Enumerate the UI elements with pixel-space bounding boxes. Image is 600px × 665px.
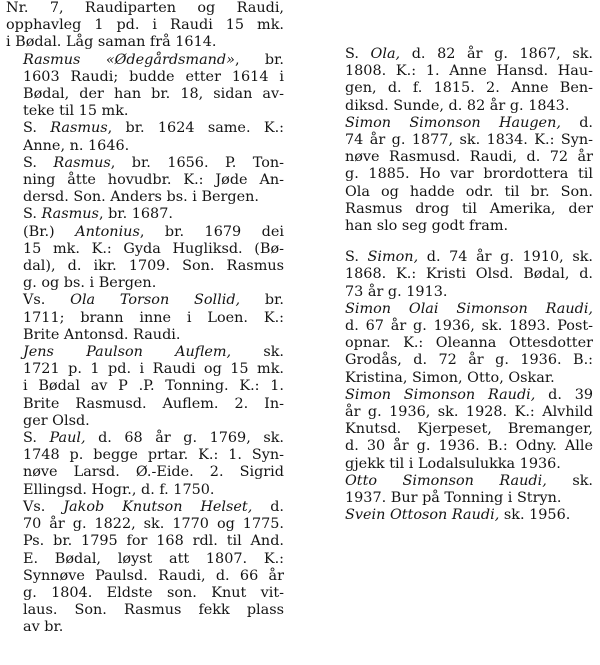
text-line xyxy=(6,224,284,241)
text-segment: gjekk til i Lodalsulukka 1936. xyxy=(345,455,561,472)
entry-ola-sollid xyxy=(6,292,284,344)
text-segment: br. xyxy=(240,292,284,309)
text-line xyxy=(6,241,284,258)
text-segment: 73 år g. 1913. xyxy=(345,283,448,300)
text-line xyxy=(6,619,284,636)
text-line xyxy=(331,218,593,235)
italic-name: Antonius xyxy=(75,223,140,240)
text-segment: gen, d. f. 1815. 2. Anne Ben- xyxy=(345,80,593,97)
text-segment: opphavleg 1 pd. i Raudi 15 mk. xyxy=(6,17,284,34)
text-line xyxy=(331,266,593,283)
text-segment: d. xyxy=(252,498,284,515)
text-segment: Grodås, d. 72 år g. 1936. B.: xyxy=(345,352,593,369)
text-segment: i Bødal av P .P. Tonning. K.: 1. xyxy=(23,378,284,395)
text-line xyxy=(331,335,593,352)
italic-name: Simon Simonson Raudi, xyxy=(345,386,536,403)
text-segment: E. Bødal, løyst att 1807. K.: xyxy=(23,550,284,567)
text-segment: 70 år g. 1822, sk. 1770 og 1775. xyxy=(23,516,284,533)
text-line xyxy=(6,585,284,602)
text-segment: år g. 1936, sk. 1928. K.: Alvhild xyxy=(345,404,593,421)
text-segment: g. og bs. i Bergen. xyxy=(23,275,157,292)
text-line xyxy=(6,138,284,155)
text-line xyxy=(6,292,284,309)
text-line xyxy=(331,166,593,183)
text-line xyxy=(331,404,593,421)
text-segment: han slo seg godt fram. xyxy=(345,218,509,235)
text-line xyxy=(6,361,284,378)
text-segment: d. 74 år g. 1910, sk. xyxy=(418,249,593,266)
text-line xyxy=(6,327,284,344)
text-segment: Ps. br. 1795 for 168 rdl. til And. xyxy=(23,533,284,550)
text-line xyxy=(331,507,593,524)
text-line xyxy=(6,258,284,275)
text-segment: , br. 1687. xyxy=(98,206,173,223)
text-line xyxy=(6,533,284,550)
text-segment: 1748 p. begge prtar. K.: 1. Syn- xyxy=(23,447,284,464)
right-column xyxy=(331,46,593,524)
text-line xyxy=(6,310,284,327)
text-segment: S. xyxy=(23,206,42,223)
text-segment: teke til 15 mk. xyxy=(23,103,129,120)
text-line xyxy=(6,602,284,619)
text-segment: Synnøve Paulsd. Raudi, d. 66 år xyxy=(23,567,284,584)
text-line xyxy=(6,396,284,413)
text-segment: nøve Larsd. Ø.-Eide. 2. Sigrid xyxy=(23,464,284,481)
text-line xyxy=(6,344,284,361)
italic-name: Ola, xyxy=(370,46,401,62)
entry-s-rasmus-1687 xyxy=(6,206,284,223)
text-segment: sk. xyxy=(546,472,593,489)
text-line xyxy=(6,464,284,481)
text-line xyxy=(6,482,284,499)
text-segment: (Br.) xyxy=(23,223,76,240)
italic-name: Svein Ottoson Raudi, xyxy=(345,507,500,524)
text-segment: av br. xyxy=(23,619,64,636)
text-line xyxy=(6,52,284,69)
entry-simon-simonson xyxy=(331,387,593,473)
text-segment: S. xyxy=(23,430,50,447)
entry-otto xyxy=(331,473,593,507)
text-segment: , br. 1679 dei xyxy=(139,223,285,240)
italic-name: Paul, xyxy=(49,430,86,447)
text-segment: 1603 Raudi; budde etter 1614 i xyxy=(23,68,284,85)
text-line xyxy=(331,184,593,201)
text-segment: i Bødal. Låg saman frå 1614. xyxy=(6,34,217,51)
text-line xyxy=(6,413,284,430)
text-segment: S. xyxy=(23,154,54,171)
text-line xyxy=(6,447,284,464)
text-segment: S. xyxy=(23,120,51,137)
text-line xyxy=(331,284,593,301)
text-line xyxy=(6,189,284,206)
text-segment: diksd. Sunde, d. 82 år g. 1843. xyxy=(345,97,570,114)
text-line xyxy=(331,318,593,335)
italic-name: Rasmus xyxy=(50,120,108,137)
text-segment: 1808. K.: 1. Anne Hansd. Hau- xyxy=(345,63,593,80)
entry-simon-olai xyxy=(331,301,593,387)
text-line xyxy=(331,490,593,507)
entry-s-simon xyxy=(331,249,593,301)
text-segment: Vs. xyxy=(23,292,71,309)
text-segment: 1868. K.: Kristi Olsd. Bødal, d. xyxy=(345,266,593,283)
text-segment: Knutsd. Kjerpeset, Bremanger, xyxy=(345,421,593,438)
left-column xyxy=(6,0,284,637)
italic-name: Otto Simonson Raudi, xyxy=(345,472,547,489)
text-line xyxy=(331,473,593,490)
text-segment: Brite Rasmusd. Auflem. 2. In- xyxy=(23,395,284,412)
text-line xyxy=(331,387,593,404)
text-line xyxy=(331,132,593,149)
italic-name: Ola Torson Sollid, xyxy=(70,292,241,309)
text-segment: Brite Antonsd. Raudi. xyxy=(23,326,181,343)
italic-name: Rasmus xyxy=(41,206,99,223)
entry-simon-haugen xyxy=(331,115,593,235)
text-line xyxy=(6,34,284,51)
text-line xyxy=(331,249,593,266)
text-line xyxy=(6,155,284,172)
entry-s-ola xyxy=(331,46,593,115)
text-segment: 1711; brann inne i Loen. K.: xyxy=(23,309,284,326)
text-line xyxy=(6,0,284,17)
text-line xyxy=(6,17,284,34)
italic-name: Simon, xyxy=(367,249,419,266)
text-segment: d. 82 år g. 1867, sk. xyxy=(400,46,594,62)
entry-rasmus-odegard xyxy=(6,52,284,121)
text-segment: sk. 1956. xyxy=(499,507,571,524)
text-line xyxy=(331,456,593,473)
text-segment: Nr. 7, Raudiparten og Raudi, xyxy=(6,0,284,16)
text-segment: laus. Son. Rasmus fekk plass xyxy=(23,602,284,619)
italic-name: Rasmus «Ødegårdsmand» xyxy=(23,51,235,68)
italic-name: Jakob Knutson Helset, xyxy=(63,498,253,515)
entry-nr7 xyxy=(6,0,284,52)
italic-name: Simon Simonson Haugen, xyxy=(345,114,561,131)
text-line xyxy=(331,115,593,132)
text-line xyxy=(331,201,593,218)
text-segment: dal), d. ikr. 1709. Son. Rasmus xyxy=(23,258,284,275)
text-line xyxy=(6,551,284,568)
text-segment: Ola og hadde odr. til br. Son. xyxy=(345,183,593,200)
entry-s-rasmus-1624 xyxy=(6,120,284,154)
text-line xyxy=(331,46,593,63)
text-line xyxy=(331,370,593,387)
text-line xyxy=(6,172,284,189)
entry-antonius xyxy=(6,224,284,293)
text-line xyxy=(6,86,284,103)
text-line xyxy=(6,430,284,447)
text-segment: dersd. Son. Anders bs. i Bergen. xyxy=(23,189,259,206)
entry-s-rasmus-1656 xyxy=(6,155,284,207)
text-segment: sk. xyxy=(231,344,284,361)
text-segment: , br. 1656. P. Ton- xyxy=(110,154,284,171)
text-line xyxy=(6,120,284,137)
text-line xyxy=(6,103,284,120)
italic-name: Simon Olai Simonson Raudi, xyxy=(345,300,593,317)
text-line xyxy=(331,149,593,166)
text-segment: Anne, n. 1646. xyxy=(23,137,130,154)
text-segment: , br. xyxy=(234,51,284,68)
text-line xyxy=(331,98,593,115)
text-line xyxy=(6,69,284,86)
text-line xyxy=(6,378,284,395)
text-line xyxy=(6,206,284,223)
text-segment: ger Olsd. xyxy=(23,412,90,429)
entry-jens-auflem xyxy=(6,344,284,430)
text-line xyxy=(6,568,284,585)
entry-svein xyxy=(331,507,593,524)
text-segment: 74 år g. 1877, sk. 1834. K.: Syn- xyxy=(345,132,593,149)
text-segment: d. 30 år g. 1936. B.: Odny. Alle xyxy=(345,438,593,455)
text-segment: S. xyxy=(345,249,368,266)
text-line xyxy=(331,421,593,438)
text-line xyxy=(331,438,593,455)
text-segment: ning åtte hovudbr. K.: Jøde An- xyxy=(23,172,284,189)
text-segment: d. 39 xyxy=(535,386,594,403)
italic-name: Jens Paulson Auflem, xyxy=(23,344,232,361)
text-segment: Bødal, der han br. 18, sidan av- xyxy=(23,86,284,103)
text-segment: g. 1804. Eldste son. Knut vit- xyxy=(23,584,284,601)
entry-jakob-helset xyxy=(6,499,284,637)
text-segment: 15 mk. K.: Gyda Hugliksd. (Bø- xyxy=(23,240,284,257)
text-segment: Vs. xyxy=(23,498,64,515)
text-segment: 1937. Bur på Tonning i Stryn. xyxy=(345,490,562,507)
text-line xyxy=(6,499,284,516)
entry-s-paul xyxy=(6,430,284,499)
text-line xyxy=(6,275,284,292)
text-line xyxy=(331,80,593,97)
text-line xyxy=(331,301,593,318)
text-segment: Kristina, Simon, Otto, Oskar. xyxy=(345,369,555,386)
text-segment: d. 67 år g. 1936, sk. 1893. Post- xyxy=(345,318,593,335)
text-line xyxy=(331,63,593,80)
text-segment: 1721 p. 1 pd. i Raudi og 15 mk. xyxy=(23,361,284,378)
text-segment: S. xyxy=(345,46,371,62)
text-segment: d. 68 år g. 1769, sk. xyxy=(85,430,284,447)
text-segment: Ellingsd. Hogr., d. f. 1750. xyxy=(23,481,215,498)
text-segment: opnar. K.: Oleanna Ottesdotter xyxy=(345,335,593,352)
text-segment: d. xyxy=(560,114,593,131)
text-line xyxy=(6,516,284,533)
text-segment: nøve Rasmusd. Raudi, d. 72 år xyxy=(345,149,593,166)
italic-name: Rasmus xyxy=(53,154,111,171)
text-segment: , br. 1624 same. K.: xyxy=(107,120,284,137)
text-segment: g. 1885. Ho var brordottera til xyxy=(345,166,593,183)
text-segment: Rasmus drog til Amerika, der xyxy=(345,200,593,217)
text-line xyxy=(331,352,593,369)
